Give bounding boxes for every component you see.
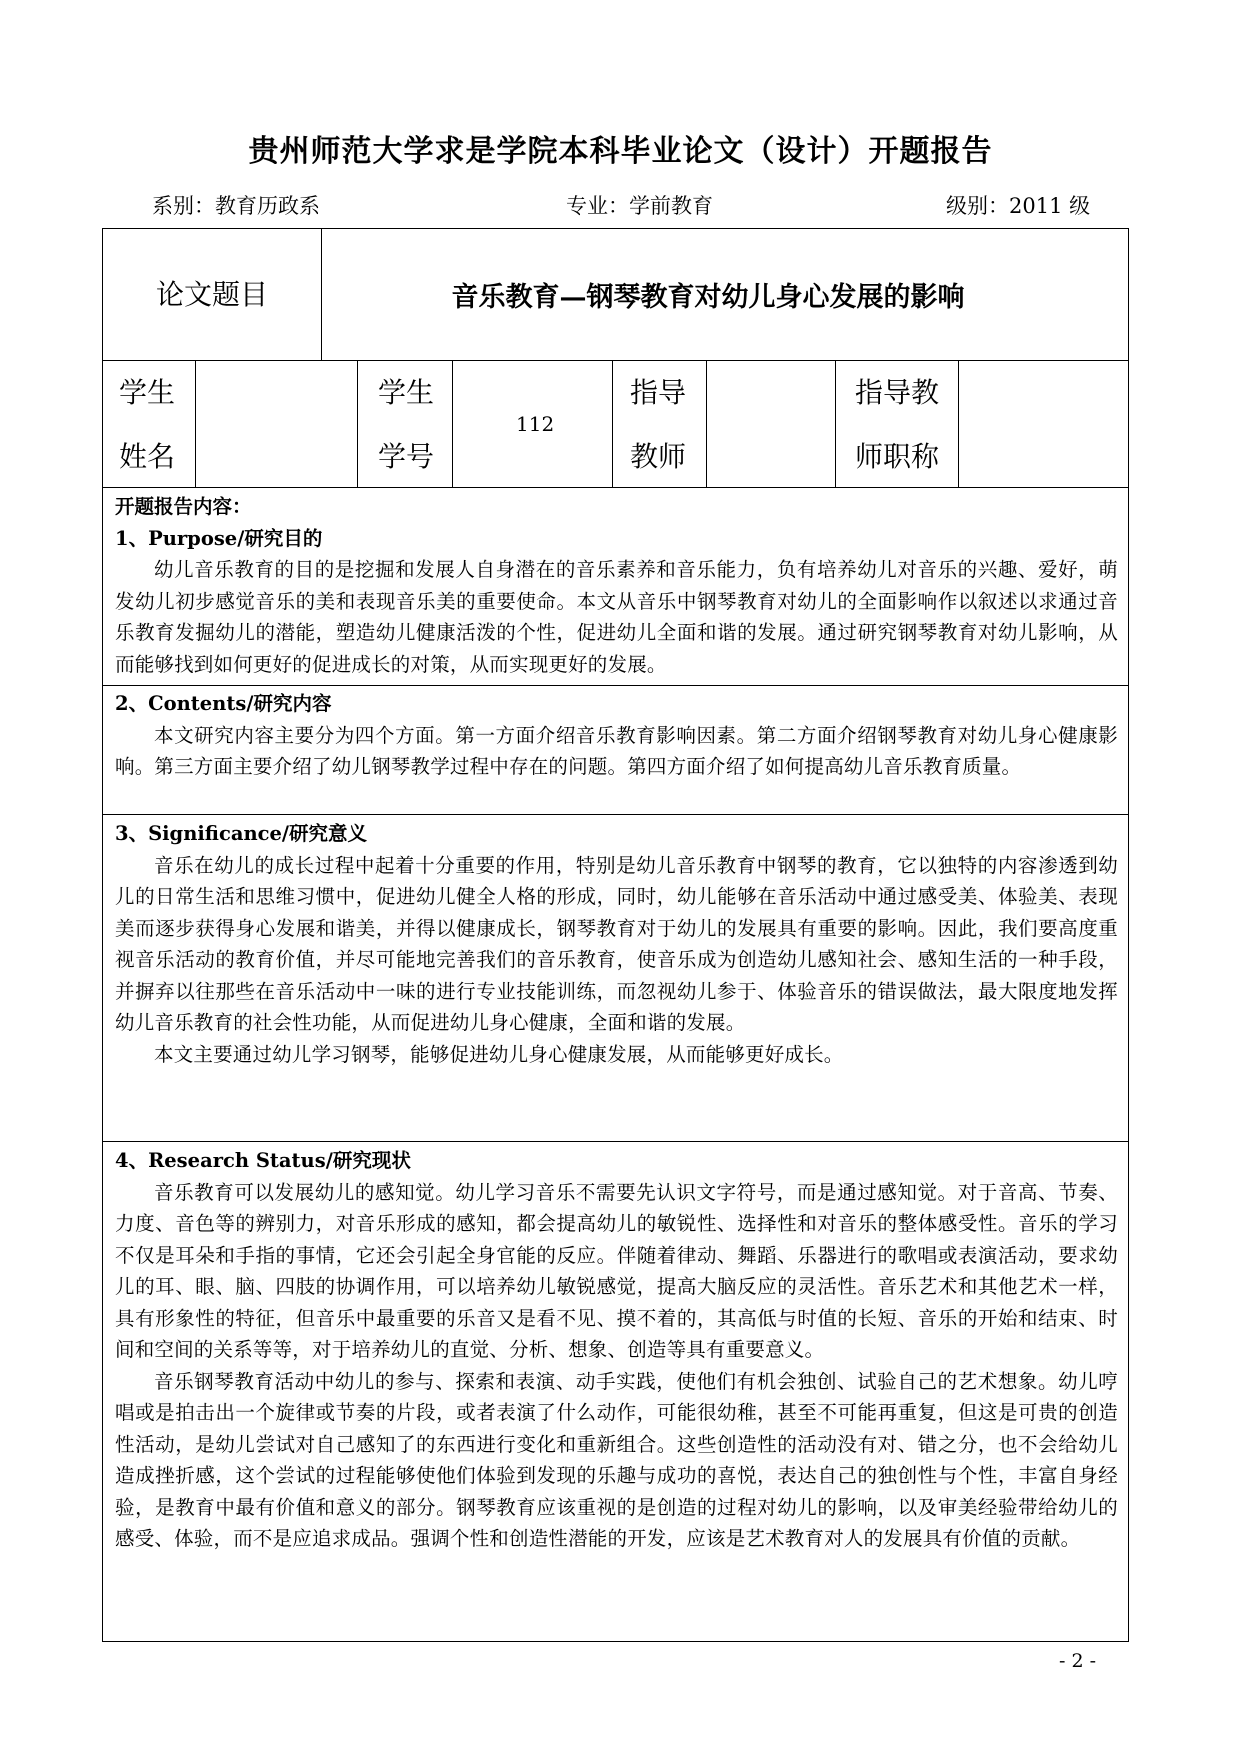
- table-divider: [103, 360, 1128, 361]
- major-field: 专业：学前教育: [566, 194, 713, 218]
- table-divider: [706, 360, 707, 487]
- section-heading: 1、Purpose/研究目的: [115, 526, 323, 550]
- paragraph: 音乐在幼儿的成长过程中起着十分重要的作用，特别是幼儿音乐教育中钢琴的教育，它以独特的内容渗透到幼儿的日常生活和思维习惯中，促进幼儿健全人格的形成，同时，幼儿能够在音乐活动中通过感受美、体验美、表现美而逐步获得身心发展和谐美，并得以健康成长，钢琴教育对于幼儿的发展具有重要的影响。因此，我们要高度重视音乐活动的教育价值，并尽可能地完善我们的音乐教育，使音乐成为创造幼儿感知社会、感知生活的一种手段，并摒弃以往那些在音乐活动中一味的进行专业技能训练，而忽视幼儿参于、体验音乐的错误做法，最大限度地发挥幼儿音乐教育的社会性功能，从而促进幼儿身心健康，全面和谐的发展。: [115, 853, 1118, 1034]
- section-heading: 3、Significance/研究意义: [115, 822, 368, 845]
- table-divider: [103, 487, 1128, 488]
- section-research-status: [115, 1145, 1118, 1555]
- paragraph: 本文主要通过幼儿学习钢琴，能够促进幼儿身心健康发展，从而能够更好成长。: [154, 1042, 844, 1066]
- section-heading: 4、Research Status/研究现状: [115, 1149, 411, 1172]
- section-purpose: [115, 491, 1118, 680]
- document-title: 贵州师范大学求是学院本科毕业论文（设计）开题报告: [248, 134, 993, 169]
- student-name-label: 学生 姓名: [119, 376, 176, 473]
- thesis-title: 音乐教育—钢琴教育对幼儿身心发展的影响: [451, 282, 965, 313]
- paragraph: 音乐钢琴教育活动中幼儿的参与、探索和表演、动手实践，使他们有机会独创、试验自己的艺术想象。幼儿哼唱或是拍击出一个旋律或节奏的片段，或者表演了什么动作，可能很幼稚，甚至不可能再重复，但这是可贵的创造性活动，是幼儿尝试对自己感知了的东西进行变化和重新组合。这些创造性的活动没有对、错之分，也不会给幼儿造成挫折感，这个尝试的过程能够使他们体验到发现的乐趣与成功的喜悦，表达自己的独创性与个性，丰富自身经验，是教育中最有价值和意义的部分。钢琴教育应该重视的是创造的过程对幼儿的影响，以及审美经验带给幼儿的感受、体验，而不是应追求成品。强调个性和创造性潜能的开发，应该是艺术教育对人的发展具有价值的贡献。: [115, 1369, 1118, 1550]
- grade-field: 级别：2011 级: [946, 194, 1091, 218]
- table-divider: [195, 360, 196, 487]
- table-divider: [103, 814, 1128, 815]
- table-divider: [612, 360, 613, 487]
- advisor-title-label: 指导教 师职称: [855, 376, 940, 473]
- student-id-value: 112: [516, 412, 555, 436]
- paragraph: 本文研究内容主要分为四个方面。第一方面介绍音乐教育影响因素。第二方面介绍钢琴教育对幼儿身心健康影响。第三方面主要介绍了幼儿钢琴教学过程中存在的问题。第四方面介绍了如何提高幼儿音乐教育质量。: [115, 723, 1118, 778]
- thesis-title-label: 论文题目: [155, 278, 268, 311]
- section-heading: 2、Contents/研究内容: [115, 692, 332, 715]
- table-divider: [958, 360, 959, 487]
- table-divider: [835, 360, 836, 487]
- report-table: [102, 228, 1129, 1642]
- report-heading: 开题报告内容：: [115, 495, 252, 518]
- section-contents: [115, 688, 1118, 783]
- table-divider: [103, 685, 1128, 686]
- table-divider: [103, 1141, 1128, 1142]
- department-field: 系别：教育历政系: [152, 194, 320, 218]
- section-significance: [115, 818, 1118, 1070]
- advisor-label: 指导 教师: [630, 376, 687, 473]
- paragraph: 音乐教育可以发展幼儿的感知觉。幼儿学习音乐不需要先认识文字符号，而是通过感知觉。对于音高、节奏、力度、音色等的辨别力，对音乐形成的感知，都会提高幼儿的敏锐性、选择性和对音乐的整体感受性。音乐的学习不仅是耳朵和手指的事情，它还会引起全身官能的反应。伴随着律动、舞蹈、乐器进行的歌唱或表演活动，要求幼儿的耳、眼、脑、四肢的协调作用，可以培养幼儿敏锐感觉，提高大脑反应的灵活性。音乐艺术和其他艺术一样，具有形象性的特征，但音乐中最重要的乐音又是看不见、摸不着的，其高低与时值的长短、音乐的开始和结束、时间和空间的关系等等，对于培养幼儿的直觉、分析、想象、创造等具有重要意义。: [115, 1180, 1118, 1361]
- table-divider: [357, 360, 358, 487]
- table-divider: [452, 360, 453, 487]
- paragraph: 幼儿音乐教育的目的是挖掘和发展人自身潜在的音乐素养和音乐能力，负有培养幼儿对音乐的兴趣、爱好，萌发幼儿初步感觉音乐的美和表现音乐美的重要使命。本文从音乐中钢琴教育对幼儿的全面影响作以叙述以求通过音乐教育发掘幼儿的潜能，塑造幼儿健康活泼的个性，促进幼儿全面和谐的发展。通过研究钢琴教育对幼儿影响，从而能够找到如何更好的促进成长的对策，从而实现更好的发展。: [115, 558, 1118, 676]
- page-number: - 2 -: [1058, 1650, 1096, 1672]
- student-id-label: 学生 学号: [378, 376, 435, 473]
